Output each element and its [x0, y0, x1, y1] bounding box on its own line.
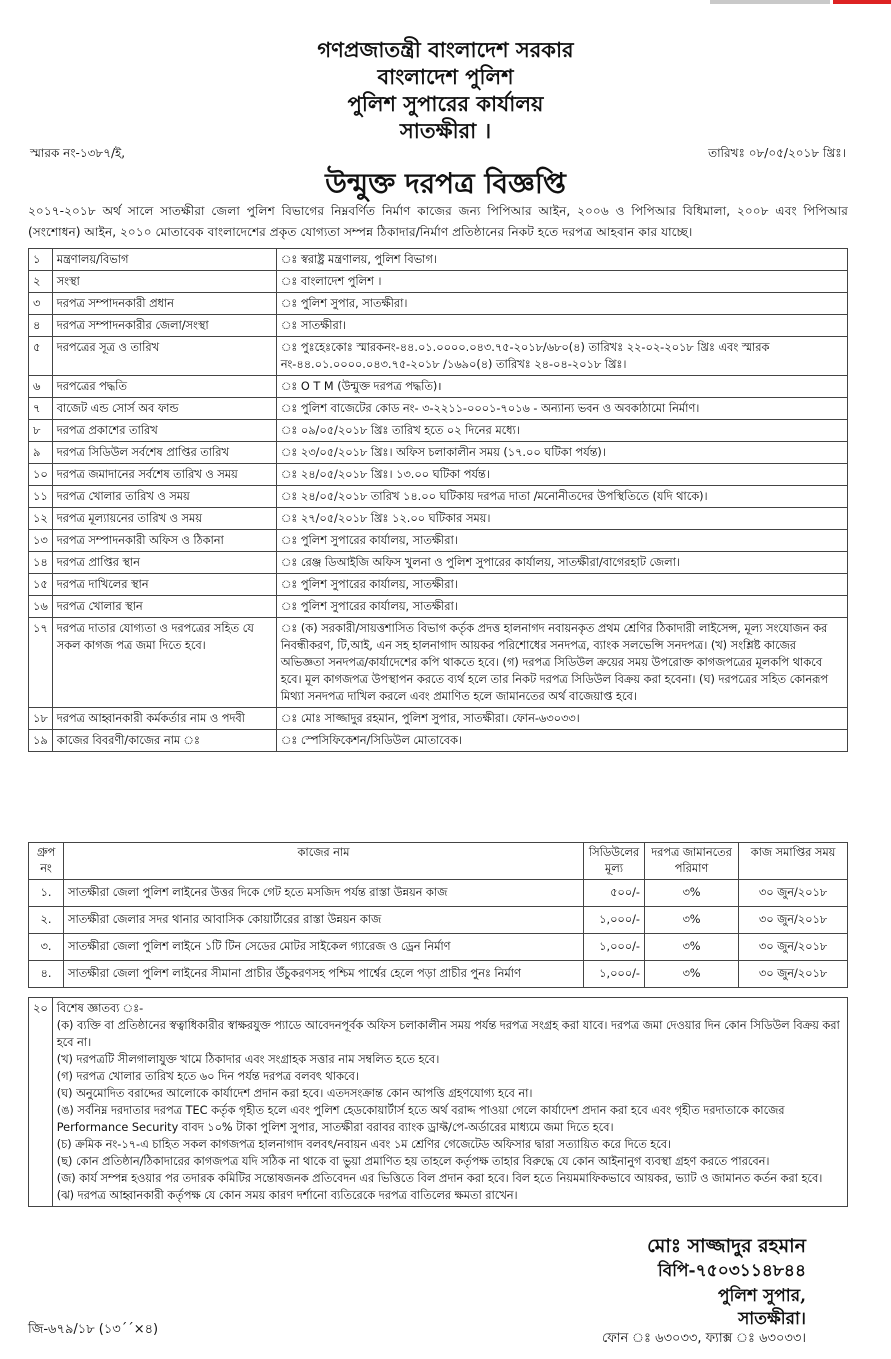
- red-bar: [833, 0, 891, 4]
- info-number: ১৩: [29, 530, 53, 552]
- security-percent: ৩%: [645, 907, 739, 934]
- info-row: [29, 508, 848, 530]
- info-value: ঃ রেঞ্জ ডিআইজি অফিস খুলনা ও পুলিশ সুপারের কার্যালয়, সাতক্ষীরা/বাগেরহাট জেলা।: [276, 552, 847, 574]
- completion-date: ৩০ জুন/২০১৮: [739, 961, 848, 988]
- info-row: [29, 293, 848, 315]
- info-row: [29, 337, 848, 376]
- info-value: ঃ সাতক্ষীরা।: [276, 315, 847, 337]
- list-item: (চ) ক্রমিক নং-১৭-এ চাহিত সকল কাগজপত্র হালনাগাদ বলবৎ/নবায়ন এবং ১ম শ্রেণির গেজেটেড অফিসার দ্বারা সত্যায়িত করে দিতে হবে।: [56, 1138, 672, 1151]
- gray-bar: [710, 0, 830, 4]
- info-row: [29, 376, 848, 398]
- security-percent: ৩%: [645, 880, 739, 907]
- schedule-price: ৫০০/-: [584, 880, 645, 907]
- info-label: দরপত্র দাখিলের স্থান: [52, 574, 276, 596]
- info-number: ১৭: [29, 618, 53, 708]
- info-number: ১৪: [29, 552, 53, 574]
- info-number: ১: [29, 249, 53, 271]
- notes-number: ২০: [29, 998, 53, 1207]
- info-value: ঃ পুলিশ সুপারের কার্যালয়, সাতক্ষীরা।: [276, 530, 847, 552]
- info-label: সংস্থা: [52, 271, 276, 293]
- works-table: [28, 842, 848, 988]
- info-number: ১৮: [29, 708, 53, 730]
- intro-paragraph: ২০১৭-২০১৮ অর্থ সালে সাতক্ষীরা জেলা পুলিশ বিভাগের নিম্নবর্ণিত নির্মাণ কাজের জন্য পিপিআর আইন, ২০০৬ ও পিপিআর বিধিমালা, ২০০৮ এবং পিপিআর (সংশোধন) আইন, ২০১০ মোতাবেক বাংলাদেশের প্রকৃত যোগ্যতা সম্পন্ন ঠিকাদার/নির্মাণ প্রতিষ্ঠানের নিকট হতে দরপত্র আহবান কার যাচ্ছে।: [28, 204, 848, 239]
- info-label: দরপত্র সিডিউল সর্বশেষ প্রাপ্তির তারিখ: [52, 442, 276, 464]
- info-value: ঃ ২৩/০৫/২০১৮ খ্রিঃ। অফিস চলাকালীন সময় (১৭.০০ ঘটিকা পর্যন্ত)।: [276, 442, 847, 464]
- footer-code: জি-৬৭৯/১৮ (১৩´´×৪): [28, 1322, 159, 1337]
- group-number: ৩.: [29, 934, 64, 961]
- group-number: ২.: [29, 907, 64, 934]
- info-row: [29, 730, 848, 752]
- list-item: (ছ) কোন প্রতিষ্ঠান/ঠিকাদারের কাগজপত্র যদি সঠিক না থাকে বা ভুয়া প্রমাণিত হয় তাহলে কর্তৃপক্ষ তাহার বিরুদ্ধে যে কোন আইনানুগ ব্যবস্থা গ্রহণ করতে পারবেন।: [56, 1155, 770, 1168]
- info-value: ঃ স্বরাষ্ট্র মন্ত্রণালয়, পুলিশ বিভাগ।: [276, 249, 847, 271]
- info-label: দরপত্র খোলার স্থান: [52, 596, 276, 618]
- info-label: মন্ত্রণালয়/বিভাগ: [52, 249, 276, 271]
- col-deadline: কাজ সমাপ্তির সময়: [739, 843, 848, 880]
- work-name: সাতক্ষীরা জেলা পুলিশ লাইনের উত্তর দিকে গেট হতে মসজিদ পর্যন্ত রাস্তা উন্নয়ন কাজ: [64, 880, 584, 907]
- info-number: ১৫: [29, 574, 53, 596]
- info-row: [29, 271, 848, 293]
- work-name: সাতক্ষীরা জেলা পুলিশ লাইনের সীমানা প্রাচীর উঁচুকরণসহ পশ্চিম পার্শ্বের হেলে পড়া প্রাচীর পুনঃ নির্মাণ: [64, 961, 584, 988]
- info-number: ১৬: [29, 596, 53, 618]
- info-row: [29, 618, 848, 708]
- completion-date: ৩০ জুন/২০১৮: [739, 934, 848, 961]
- page-title: উন্মুক্ত দরপত্র বিজ্ঞপ্তি: [325, 167, 566, 200]
- info-label: বাজেট এন্ড সোর্স অব ফান্ড: [52, 398, 276, 420]
- list-item: (খ) দরপত্রটি সীলগালাযুক্ত খামে ঠিকাদার এবং সংগ্রাহক সত্তার নাম সম্বলিত হতে হবে।: [56, 1053, 440, 1066]
- info-value: ঃ স্পেসিফিকেশন/সিডিউল মোতাবেক।: [276, 730, 847, 752]
- info-label: দরপত্র সম্পাদনকারী প্রধান: [52, 293, 276, 315]
- info-row: [29, 464, 848, 486]
- info-label: দরপত্র প্রাপ্তির স্থান: [52, 552, 276, 574]
- col-schedule-price: সিডিউলের মূল্য: [584, 843, 645, 880]
- info-value: ঃ পুলিশ সুপার, সাতক্ষীরা।: [276, 293, 847, 315]
- work-name: সাতক্ষীরা জেলা পুলিশ লাইনে ১টি টিন সেডের মোটর সাইকেল গ্যারেজ ও ড্রেন নির্মাণ: [64, 934, 584, 961]
- top-color-bar: [710, 0, 891, 4]
- info-number: ১১: [29, 486, 53, 508]
- info-row: [29, 442, 848, 464]
- info-number: ৪: [29, 315, 53, 337]
- security-percent: ৩%: [645, 961, 739, 988]
- contact-phone: ফোন ঃ ৬৩০৩৩, ফ্যাক্স ঃ ৬৩০৩৩।: [601, 1331, 806, 1346]
- office-location: সাতক্ষীরা ।: [399, 118, 492, 143]
- govt-name: গণপ্রজাতন্ত্রী বাংলাদেশ সরকার: [317, 37, 574, 62]
- info-row: [29, 530, 848, 552]
- info-row: [29, 708, 848, 730]
- info-value: ঃ পুঃহেঃকোঃ স্মারকনং-৪৪.০১.০০০০.০৪৩.৭৫-২০১৮/৬৮০(৪) তারিখঃ ২২-০২-২০১৮ খ্রিঃ এবং স্মারক নং-৪৪.০১.০০০০.০৪৩.৭৫-২০১৮ /১৬৯০(৪) তারিখঃ ২৪-০৪-২০১৮ খ্রিঃ।: [276, 337, 847, 376]
- schedule-price: ১,০০০/-: [584, 907, 645, 934]
- info-row: [29, 420, 848, 442]
- notes-content: [52, 998, 847, 1207]
- info-value: ঃ বাংলাদেশ পুলিশ ।: [276, 271, 847, 293]
- tender-info-table: [28, 248, 848, 752]
- group-number: ৪.: [29, 961, 64, 988]
- works-table-header: [29, 843, 848, 880]
- info-label: কাজের বিবরণী/কাজের নাম ঃ: [52, 730, 276, 752]
- col-group-no: গ্রুপ নং: [29, 843, 64, 880]
- info-value: ঃ মোঃ সাজ্জাদুর রহমান, পুলিশ সুপার, সাতক্ষীরা। ফোন-৬৩০৩৩।: [276, 708, 847, 730]
- completion-date: ৩০ জুন/২০১৮: [739, 907, 848, 934]
- list-item: (ক) ব্যক্তি বা প্রতিষ্ঠানের স্বত্বাধিকারীর স্বাক্ষরযুক্ত প্যাডে আবেদনপূর্বক অফিস চলাকালীন সময় পর্যন্ত দরপত্র সংগ্রহ করা যাবে। দরপত্র জমা দেওয়ার দিন কোন সিডিউল বিক্রয় করা হবে না।: [56, 1019, 840, 1049]
- table-row: [29, 961, 848, 988]
- schedule-price: ১,০০০/-: [584, 961, 645, 988]
- list-item: (ঘ) অনুমোদিত বরাদ্দের আলোকে কার্যাদেশ প্রদান করা হবে। এতদসংক্রান্ত কোন আপত্তি গ্রহণযোগ্য হবে না।: [56, 1087, 533, 1100]
- completion-date: ৩০ জুন/২০১৮: [739, 880, 848, 907]
- info-number: ১২: [29, 508, 53, 530]
- info-label: দরপত্র সম্পাদনকারী অফিস ও ঠিকানা: [52, 530, 276, 552]
- notes-row: [29, 998, 848, 1207]
- list-item: (গ) দরপত্র খোলার তারিখ হতে ৬০ দিন পর্যন্ত দরপত্র বলবৎ থাকবে।: [56, 1070, 359, 1083]
- info-value: ঃ ০৯/০৫/২০১৮ খ্রিঃ তারিখ হতে ০২ দিনের মধ্যে।: [276, 420, 847, 442]
- notes-heading: বিশেষ জ্ঞাতব্য ঃ-: [56, 1002, 144, 1015]
- info-label: দরপত্র সম্পাদনকারীর জেলা/সংস্থা: [52, 315, 276, 337]
- info-number: ৯: [29, 442, 53, 464]
- list-item: (ঙ) সর্বনিম্ন দরদাতার দরপত্র TEC কর্তৃক গৃহীত হলে এবং পুলিশ হেডকোয়ার্টার্স হতে অর্থ বরাদ্দ পাওয়া গেলে কার্যাদেশ প্রদান করা হবে এবং গৃহীত দরদাতাকে কাজের Performance Security বাবদ ১০% টাকা পুলিশ সুপার, সাতক্ষীরা বরাবর ব্যাংক ড্রাফ্ট/পে-অর্ডারের মাধ্যমে জমা দিতে হবে।: [56, 1104, 785, 1134]
- info-label: দরপত্র প্রকাশের তারিখ: [52, 420, 276, 442]
- info-row: [29, 486, 848, 508]
- info-value: ঃ পুলিশ সুপারের কার্যালয়, সাতক্ষীরা।: [276, 596, 847, 618]
- info-value: ঃ O T M (উন্মুক্ত দরপত্র পদ্ধতি)।: [276, 376, 847, 398]
- info-number: ৫: [29, 337, 53, 376]
- table-row: [29, 907, 848, 934]
- info-number: ৬: [29, 376, 53, 398]
- list-item: (ঝ) দরপত্র আহ্বানকারী কর্তৃপক্ষ যে কোন সময় কারণ দর্শানো ব্যতিরেকে দরপত্র বাতিলের ক্ষমতা রাখেন।: [56, 1189, 518, 1202]
- signatory-place: সাতক্ষীরা।: [738, 1309, 806, 1329]
- office-name: পুলিশ সুপারের কার্যালয়: [347, 91, 544, 116]
- col-security: দরপত্র জামানতের পরিমাণ: [645, 843, 739, 880]
- signatory-name: মোঃ সাজ্জাদুর রহমান: [647, 1235, 806, 1257]
- info-number: ২: [29, 271, 53, 293]
- info-number: ৭: [29, 398, 53, 420]
- info-label: দরপত্র আহ্বানকারী কর্মকর্তার নাম ও পদবী: [52, 708, 276, 730]
- col-work-name: কাজের নাম: [64, 843, 584, 880]
- special-notes-table: [28, 997, 848, 1207]
- info-label: দরপত্রের সূত্র ও তারিখ: [52, 337, 276, 376]
- list-item: (জ) কার্য সম্পন্ন হওয়ার পর তদারক কমিটির সন্তোষজনক প্রতিবেদন এর ভিত্তিতে বিল প্রদান করা হবে। বিল হতে নিয়মমাফিকভাবে আয়কর, ভ্যাট ও জামানত কর্তন করা হবে।: [56, 1172, 823, 1185]
- table-row: [29, 880, 848, 907]
- group-number: ১.: [29, 880, 64, 907]
- info-value: ঃ ২৭/০৫/২০১৮ খ্রিঃ ১২.০০ ঘটিকার সময়।: [276, 508, 847, 530]
- table-row: [29, 934, 848, 961]
- info-label: দরপত্র খোলার তারিখ ও সময়: [52, 486, 276, 508]
- signatory-bp: বিপি-৭৫০৩১১৪৮৪৪: [657, 1261, 806, 1281]
- info-value: ঃ (ক) সরকারী/সায়ত্তশাসিত বিভাগ কর্তৃক প্রদত্ত হালনাগদ নবায়নকৃত প্রথম শ্রেণির ঠিকাদারী লাইসেন্স, মূল্য সংযোজন কর নিবন্ধীকরণ, টি,আই, এন সহ হালনাগাদ আয়কর পরিশোধের সনদপত্র, ব্যাংক সলভেন্সি সনদপত্র। (খ) সংশ্লিষ্ট কাজের অভিজ্ঞতা সনদপত্র/কার্যাদেশের কপি থাকতে হবে। (গ) দরপত্র সিডিউল ক্রয়ের সময় উপরোক্ত কাগজপত্রের মূলকপি থাকবে হবে। মূল কাগজপত্র উপস্থাপন করতে ব্যর্থ হলে তার নিকট দরপত্র সিডিউল বিক্রয় করা হবেনা। (ঘ) দরপত্রের সহিত কোনরূপ মিথ্যা সনদপত্র দাখিল করলে এবং প্রমাণিত হলে জামানতের অর্থ বাজেয়াপ্ত হবে।: [276, 618, 847, 708]
- info-row: [29, 552, 848, 574]
- info-row: [29, 315, 848, 337]
- info-row: [29, 574, 848, 596]
- info-row: [29, 596, 848, 618]
- info-label: দরপত্রের পদ্ধতি: [52, 376, 276, 398]
- security-percent: ৩%: [645, 934, 739, 961]
- info-value: ঃ ২৪/০৫/২০১৮ খ্রিঃ। ১৩.০০ ঘটিকা পর্যন্ত।: [276, 464, 847, 486]
- department-name: বাংলাদেশ পুলিশ: [377, 64, 514, 89]
- notes-list: [57, 1017, 843, 1204]
- work-name: সাতক্ষীরা জেলার সদর থানার আবাসিক কোয়ার্টারের রাস্তা উন্নয়ন কাজ: [64, 907, 584, 934]
- info-label: দরপত্র মূল্যায়নের তারিখ ও সময়: [52, 508, 276, 530]
- info-number: ৩: [29, 293, 53, 315]
- info-value: ঃ পুলিশ সুপারের কার্যালয়, সাতক্ষীরা।: [276, 574, 847, 596]
- info-label: দরপত্র জমাদানের সর্বশেষ তারিখ ও সময়: [52, 464, 276, 486]
- notice-date: তারিখঃ ০৮/০৫/২০১৮ খ্রিঃ।: [708, 146, 846, 160]
- info-value: ঃ পুলিশ বাজেটের কোড নং- ৩-২২১১-০০০১-৭০১৬ - অন্যান্য ভবন ও অবকাঠামো নির্মাণ।: [276, 398, 847, 420]
- info-value: ঃ ২৪/০৫/২০১৮ তারিখ ১৪.০০ ঘটিকায় দরপত্র দাতা /মনোনীতদের উপস্থিতিতে (যদি থাকে)।: [276, 486, 847, 508]
- info-number: ১০: [29, 464, 53, 486]
- memo-number: স্মারক নং-১৩৮৭/ই,: [30, 146, 126, 160]
- info-number: ৮: [29, 420, 53, 442]
- info-row: [29, 249, 848, 271]
- schedule-price: ১,০০০/-: [584, 934, 645, 961]
- info-row: [29, 398, 848, 420]
- info-label: দরপত্র দাতার যোগ্যতা ও দরপত্রের সহিত যে সকল কাগজ পত্র জমা দিতে হবে।: [52, 618, 276, 708]
- signatory-designation: পুলিশ সুপার,: [717, 1286, 806, 1306]
- info-number: ১৯: [29, 730, 53, 752]
